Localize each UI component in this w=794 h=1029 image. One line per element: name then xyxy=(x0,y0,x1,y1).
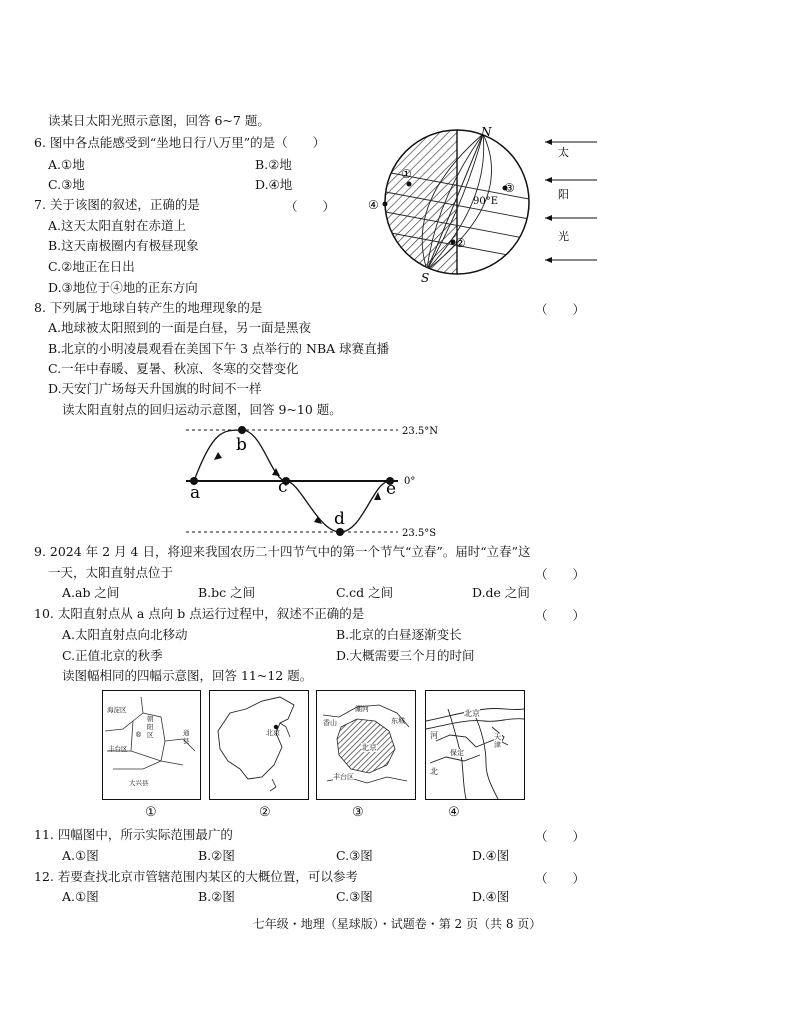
point-b: b xyxy=(236,435,247,455)
q12-option-c: C.③图 xyxy=(336,889,373,904)
point-d: d xyxy=(334,509,345,529)
page-footer: 七年级・地理（星球版）・试题卷・第 2 页（共 8 页） xyxy=(252,917,542,931)
sun-label-2: 阳 xyxy=(558,188,569,201)
lat-equator: 0° xyxy=(404,476,416,487)
meridian-label: 90°E xyxy=(473,196,499,207)
point-3: ③ xyxy=(504,181,515,195)
q10-answer-paren: （ ） xyxy=(535,608,586,623)
intro-maps: 读图幅相同的四幅示意图，回答 11~12 题。 xyxy=(62,668,313,683)
m4-beijing: 北京 xyxy=(464,709,480,718)
q10-option-a: A.太阳直射点向北移动 xyxy=(62,627,188,642)
q12-answer-paren: （ ） xyxy=(535,871,586,886)
q7-option-b: B.这天南极圈内有极昼现象 xyxy=(48,238,199,253)
m1-daxing: 大兴县 xyxy=(129,779,149,787)
m2-beijing: 北京 xyxy=(266,729,280,737)
q7-option-a: A.这天太阳直射在赤道上 xyxy=(48,218,187,233)
lat-north: 23.5°N xyxy=(402,426,439,437)
q9-stem-line2: 一天，太阳直射点位于 xyxy=(48,565,174,580)
m4-he: 河 xyxy=(430,731,438,740)
q10-stem: 10. 太阳直射点从 a 点向 b 点运行过程中，叙述不正确的是 xyxy=(34,606,365,621)
q10-option-b: B.北京的白昼逐渐变长 xyxy=(336,627,462,642)
m1-tongxian: 通县 xyxy=(183,729,190,745)
sun-label-1: 太 xyxy=(558,146,569,159)
q8-option-b: B.北京的小明凌晨观看在美国下午 3 点举行的 NBA 球赛直播 xyxy=(48,341,390,356)
q7-answer-paren: （ ） xyxy=(285,199,336,214)
night-half xyxy=(385,130,457,274)
q11-answer-paren: （ ） xyxy=(535,829,586,844)
q7-option-c: C.②地正在日出 xyxy=(48,259,135,274)
q11-option-d: D.④图 xyxy=(472,848,510,863)
m3-beijing: 北京 xyxy=(361,743,377,752)
north-label: N xyxy=(481,125,492,139)
q9-option-c: C.cd 之间 xyxy=(336,585,394,600)
q6-stem: 6. 图中各点能感受到“坐地日行八万里”的是（ ） xyxy=(34,135,326,150)
m1-center-mark: ® xyxy=(135,731,142,739)
m3-dongcheng: 东城 xyxy=(391,717,405,725)
q6-option-a: A.①地 xyxy=(48,157,85,172)
map-number-3: ③ xyxy=(352,805,364,820)
point-4: ④ xyxy=(368,198,379,212)
china-outline xyxy=(218,697,294,779)
q10-option-d: D.大概需要三个月的时间 xyxy=(336,648,475,663)
intro-sun: 读某日太阳光照示意图，回答 6~7 题。 xyxy=(48,113,270,128)
map-1 xyxy=(102,690,201,800)
sunlight-globe-diagram xyxy=(365,122,605,282)
intro-sine: 读太阳直射点的回归运动示意图，回答 9~10 题。 xyxy=(62,402,342,417)
q6-option-b: B.②地 xyxy=(255,157,292,172)
q8-answer-paren: （ ） xyxy=(535,302,586,317)
m1-chaoyang: 朝阳区 xyxy=(147,715,154,739)
map-number-4: ④ xyxy=(448,805,460,820)
q11-option-c: C.③图 xyxy=(336,848,373,863)
q7-option-d: D.③地位于④地的正东方向 xyxy=(48,280,198,295)
q12-option-a: A.①图 xyxy=(62,889,99,904)
map-number-1: ① xyxy=(145,805,157,820)
q8-option-d: D.天安门广场每天升国旗的时间不一样 xyxy=(48,381,262,396)
lat-south: 23.5°S xyxy=(402,528,437,539)
m1-fengtai: 丰台区 xyxy=(108,745,128,753)
q7-stem: 7. 关于该图的叙述，正确的是 xyxy=(34,197,200,212)
q12-stem: 12. 若要查找北京市管辖范围内某区的大概位置，可以参考 xyxy=(34,869,358,884)
map-2 xyxy=(209,690,309,800)
m4-bei: 北 xyxy=(430,767,438,776)
point-e: e xyxy=(386,479,397,499)
q11-option-a: A.①图 xyxy=(62,848,99,863)
q9-answer-paren: （ ） xyxy=(535,567,586,582)
q8-option-a: A.地球被太阳照到的一面是白昼，另一面是黑夜 xyxy=(48,320,312,335)
q10-option-c: C.正值北京的秋季 xyxy=(62,648,163,663)
m3-fengtai: 丰台区 xyxy=(333,773,354,781)
q11-option-b: B.②图 xyxy=(198,848,235,863)
subsolar-migration-diagram xyxy=(178,420,448,540)
sun-label-3: 光 xyxy=(558,230,569,243)
south-label: S xyxy=(421,271,430,282)
q12-option-b: B.②图 xyxy=(198,889,235,904)
q11-stem: 11. 四幅图中，所示实际范围最广的 xyxy=(34,827,233,842)
m1-haidian: 海淀区 xyxy=(107,706,127,714)
map-3 xyxy=(316,690,416,800)
q6-option-d: D.④地 xyxy=(255,177,293,192)
q8-option-c: C.一年中春暖、夏暑、秋凉、冬寒的交替变化 xyxy=(48,361,299,376)
q8-stem: 8. 下列属于地球自转产生的地理现象的是 xyxy=(34,300,263,315)
m4-tianjin: 天津 xyxy=(494,733,501,749)
m4-baoding: 保定 xyxy=(450,749,464,757)
q12-option-d: D.④图 xyxy=(472,889,510,904)
q9-option-b: B.bc 之间 xyxy=(198,585,256,600)
q9-stem-line1: 9. 2024 年 2 月 4 日，将迎来我国农历二十四节气中的第一个节气“立春”。届时“立春”这 xyxy=(34,544,531,559)
m3-xiangshan: 香山 xyxy=(323,719,337,727)
m3-chaohe: 潮河 xyxy=(355,705,369,713)
map-4 xyxy=(425,690,525,800)
point-1: ① xyxy=(401,167,412,181)
q6-option-c: C.③地 xyxy=(48,177,85,192)
point-2: ② xyxy=(455,236,466,250)
map-number-2: ② xyxy=(259,805,271,820)
point-a: a xyxy=(190,483,201,503)
q9-option-a: A.ab 之间 xyxy=(62,585,120,600)
point-c: c xyxy=(278,477,288,497)
q9-option-d: D.de 之间 xyxy=(472,585,530,600)
